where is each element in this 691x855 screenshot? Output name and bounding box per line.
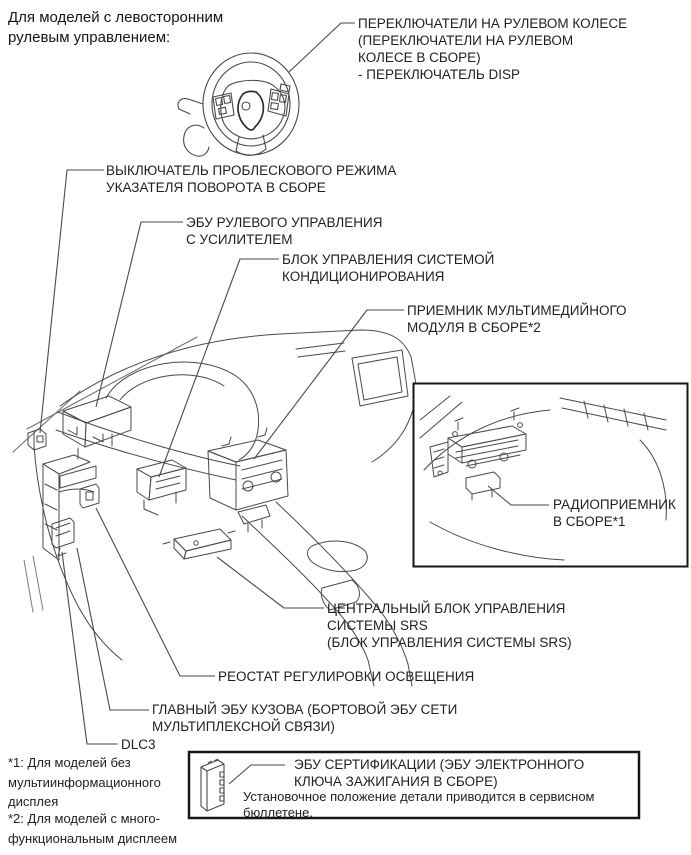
note-line: Установочное положение детали приводится в сервисном — [243, 789, 595, 804]
callout-multimedia-receiver — [407, 302, 627, 336]
callout-turn-signal-flasher-switch — [106, 162, 396, 196]
callout-line: РАДИОПРИЕМНИК — [553, 497, 676, 512]
callout-line: МУЛЬТИПЛЕКСНОЙ СВЯЗИ) — [152, 719, 335, 734]
leader-turn-signal — [40, 170, 104, 433]
footnote-line: *1: Для моделей без — [8, 755, 131, 770]
callout-power-steering-ecu — [186, 214, 382, 248]
ac-control-unit-part — [137, 460, 186, 515]
steering-wheel-illustration — [178, 53, 299, 156]
certification-ecu-note — [243, 789, 595, 820]
callout-line: (ПЕРЕКЛЮЧАТЕЛИ НА РУЛЕВОМ — [358, 33, 574, 48]
main-body-ecu-part — [43, 455, 96, 560]
callout-line: ПЕРЕКЛЮЧАТЕЛИ НА РУЛЕВОМ КОЛЕСЕ — [358, 16, 628, 31]
callout-line: КОНДИЦИОНИРОВАНИЯ — [282, 269, 445, 284]
callout-line: ЦЕНТРАЛЬНЫЙ БЛОК УПРАВЛЕНИЯ — [327, 601, 566, 616]
footnote-1 — [8, 753, 161, 812]
callout-line: DLC3 — [121, 737, 156, 752]
callout-line: (БЛОК УПРАВЛЕНИЯ СИСТЕМЫ SRS) — [327, 635, 572, 650]
power-steering-ecu-part — [63, 396, 131, 459]
leader-power-steering — [96, 222, 183, 407]
callout-line: ВЫКЛЮЧАТЕЛЬ ПРОБЛЕСКОВОГО РЕЖИМА — [106, 163, 397, 178]
turn-signal-flasher-switch-part — [28, 429, 46, 450]
callout-line: ЭБУ СЕРТИФИКАЦИИ (ЭБУ ЭЛЕКТРОННОГО — [294, 757, 585, 772]
page-title — [8, 8, 223, 48]
callout-radio-receiver — [553, 496, 676, 530]
multimedia-receiver-part — [208, 428, 288, 532]
callout-light-rheostat — [218, 668, 474, 685]
leader-rheostat — [96, 508, 215, 676]
callout-line: МОДУЛЯ В СБОРЕ*2 — [407, 320, 541, 335]
footnote-line: дисплея — [8, 794, 59, 809]
callout-line: ЭБУ РУЛЕВОГО УПРАВЛЕНИЯ — [186, 215, 383, 230]
callout-line: СИСТЕМЫ SRS — [327, 618, 428, 633]
callout-line: БЛОК УПРАВЛЕНИЯ СИСТЕМОЙ — [282, 252, 495, 267]
leader-steering-switches — [289, 23, 355, 72]
callout-srs-center-unit — [327, 600, 572, 651]
callout-line: С УСИЛИТЕЛЕМ — [186, 232, 293, 247]
callout-certification-ecu — [294, 756, 584, 790]
callout-line: - ПЕРЕКЛЮЧАТЕЛЬ DISP — [358, 67, 521, 82]
callout-line: ГЛАВНЫЙ ЭБУ КУЗОВА (БОРТОВОЙ ЭБУ СЕТИ — [152, 702, 458, 717]
leader-dlc3 — [62, 552, 118, 744]
callout-line: РЕОСТАТ РЕГУЛИРОВКИ ОСВЕЩЕНИЯ — [218, 669, 475, 684]
callout-line: ПРИЕМНИК МУЛЬТИМЕДИЙНОГО — [407, 303, 627, 318]
footnote-line: функциональным дисплеем — [8, 830, 178, 846]
page-title-line: Для моделей с левосторонним — [8, 9, 224, 26]
callout-line: КЛЮЧА ЗАЖИГАНИЯ В СБОРЕ) — [294, 774, 498, 789]
note-line: бюллетене. — [243, 804, 313, 820]
callout-dlc3 — [121, 736, 156, 753]
footnote-line: мультиинформационного — [8, 774, 161, 790]
footnote-2 — [8, 809, 177, 848]
leader-main-body-ecu — [77, 548, 149, 710]
callout-line: В СБОРЕ*1 — [553, 514, 626, 529]
footnote-line: *2: Для моделей с много- — [8, 811, 160, 826]
dlc3-part — [52, 518, 74, 556]
callout-line: УКАЗАТЕЛЯ ПОВОРОТА В СБОРЕ — [106, 180, 326, 195]
page-title-line: рулевым управлением: — [8, 29, 171, 46]
light-rheostat-part — [80, 484, 99, 508]
callout-ac-control-unit — [282, 251, 494, 285]
leader-srs — [217, 557, 324, 608]
inset-detail-box — [414, 384, 688, 567]
callout-main-body-ecu — [152, 701, 457, 735]
callout-steering-wheel-switches — [358, 15, 627, 83]
srs-center-unit-part — [163, 529, 235, 559]
callout-line: КОЛЕСЕ В СБОРЕ) — [358, 50, 481, 65]
